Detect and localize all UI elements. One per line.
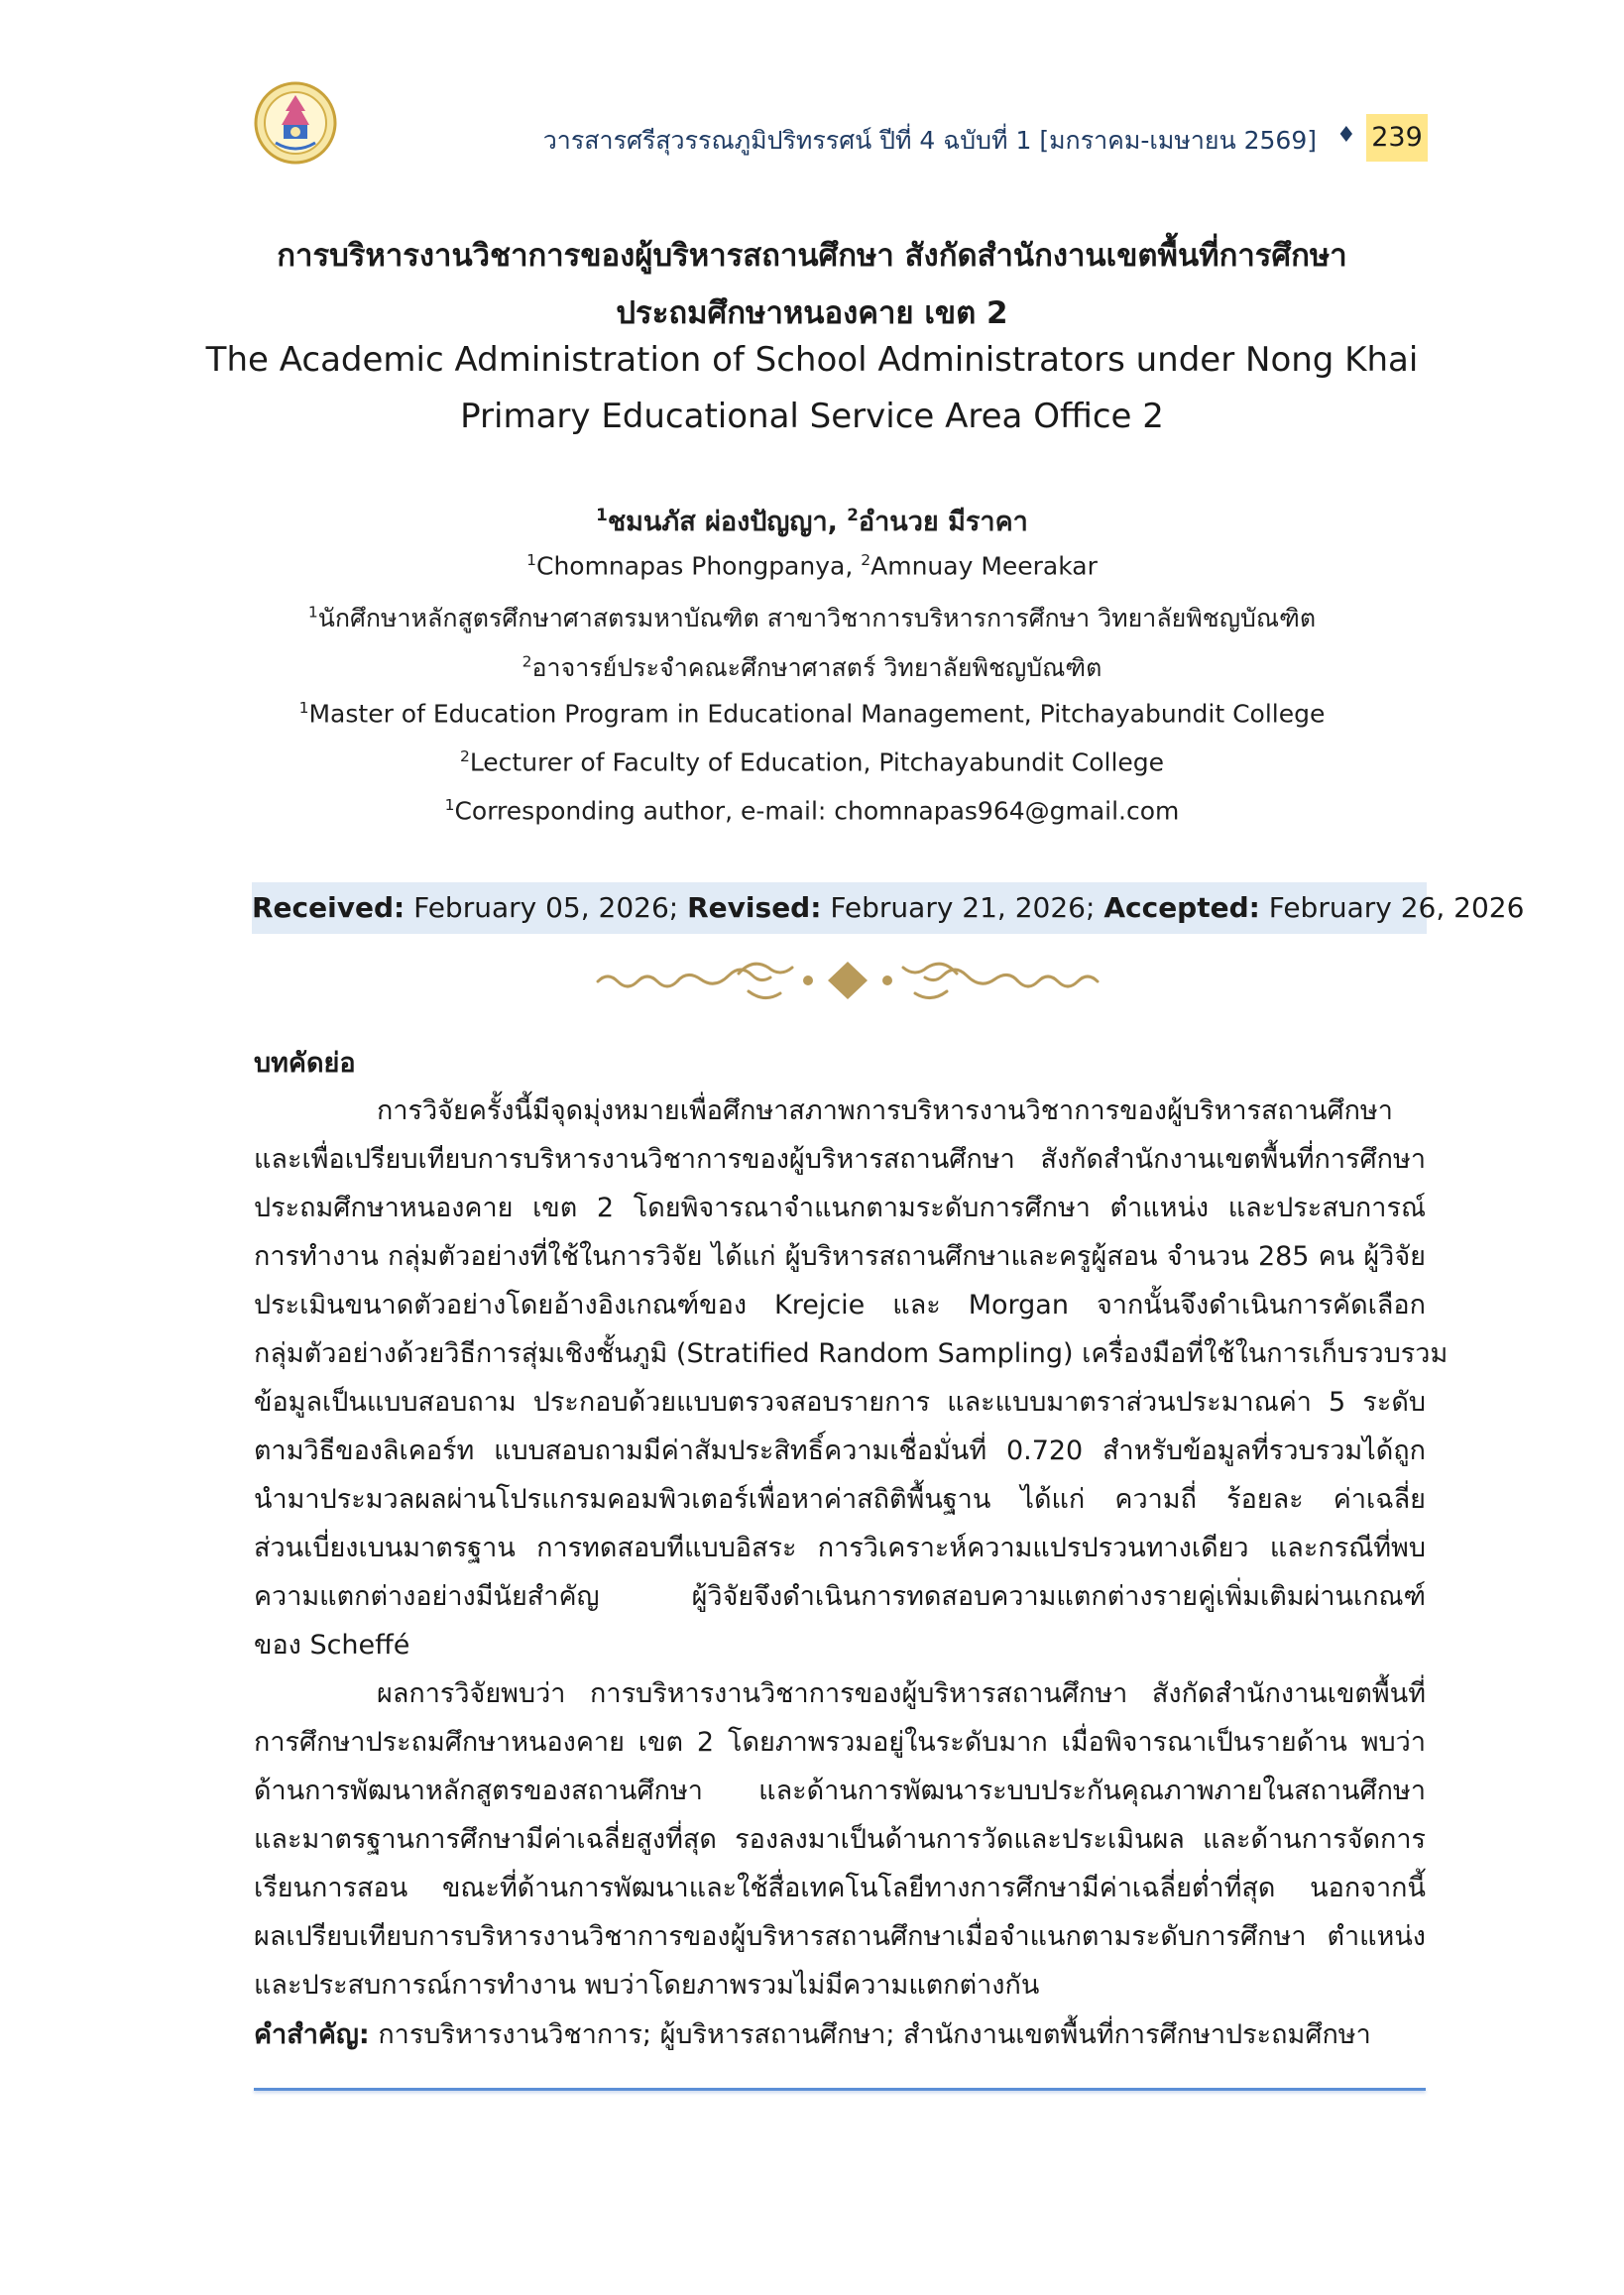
authors-thai: $^1$ชมนภัส ผ่องปัญญา, $^2$อำนวย มีราคา	[596, 505, 1028, 537]
abstract-line: และประสบการณ์การทำงาน พบว่าโดยภาพรวมไม่มีความแตกต่างกัน	[254, 1970, 1040, 2001]
abstract-line: ของ Scheffé	[254, 1630, 410, 1661]
corresponding-author: $^1$Corresponding author, e-mail: chomnapas964@gmail.com	[444, 796, 1180, 826]
abstract-line: ประถมศึกษาหนองคาย เขต 2 โดยพิจารณาจำแนกตามระดับการศึกษา ตำแหน่ง และประสบการณ์	[254, 1193, 1426, 1223]
abstract-line: ตามวิธีของลิเคอร์ท แบบสอบถามมีค่าสัมประสิทธิ์ความเชื่อมั่นที่ 0.720 สำหรับข้อมูลที่รวบรวมได้ถูก	[254, 1435, 1426, 1466]
affiliation-thai-1: $^1$นักศึกษาหลักสูตรศึกษาศาสตรมหาบัณฑิต สาขาวิชาการบริหารการศึกษา วิทยาลัยพิชญบัณฑิต	[307, 603, 1317, 632]
abstract-line: ข้อมูลเป็นแบบสอบถาม ประกอบด้วยแบบตรวจสอบรายการ และแบบมาตราส่วนประมาณค่า 5 ระดับ	[254, 1387, 1426, 1418]
abstract-line: ด้านการพัฒนาหลักสูตรของสถานศึกษา และด้านการพัฒนาระบบประกันคุณภาพภายในสถานศึกษา	[254, 1776, 1426, 1806]
floral-divider-icon	[590, 952, 1105, 1009]
title-english-line2: Primary Educational Service Area Office 2	[460, 397, 1164, 436]
divider-rule	[254, 2088, 1426, 2091]
affiliation-english-1: $^1$Master of Education Program in Educational Management, Pitchayabundit College	[298, 699, 1326, 729]
abstract-heading: บทคัดย่อ	[254, 1048, 356, 1079]
abstract-line: ผลเปรียบเทียบการบริหารงานวิชาการของผู้บริหารสถานศึกษาเมื่อจำแนกตามระดับการศึกษา ตำแหน่ง	[254, 1921, 1426, 1952]
title-thai-line2: ประถมศึกษาหนองคาย เขต 2	[616, 295, 1008, 331]
affiliation-thai-2: $^2$อาจารย์ประจำคณะศึกษาศาสตร์ วิทยาลัยพิชญบัณฑิต	[522, 652, 1102, 682]
abstract-line: นำมาประมวลผลผ่านโปรแกรมคอมพิวเตอร์เพื่อหาค่าสถิติพื้นฐาน ได้แก่ ความถี่ ร้อยละ ค่าเฉลี่ย	[254, 1484, 1426, 1515]
college-seal-icon	[254, 81, 337, 165]
abstract-line: และเพื่อเปรียบเทียบการบริหารงานวิชาการของผู้บริหารสถานศึกษา สังกัดสำนักงานเขตพื้นที่การศึกษา	[254, 1144, 1426, 1175]
abstract-line: การศึกษาประถมศึกษาหนองคาย เขต 2 โดยภาพรวมอยู่ในระดับมาก เมื่อพิจารณาเป็นรายด้าน พบว่า	[254, 1727, 1426, 1758]
journal-header: วารสารศรีสุวรรณภูมิปริทรรศน์ ปีที่ 4 ฉบับที่ 1 [มกราคม-เมษายน 2569]	[542, 126, 1317, 155]
title-english-line1: The Academic Administration of School Administrators under Nong Khai	[205, 340, 1419, 380]
abstract-line: ความแตกต่างอย่างมีนัยสำคัญ ผู้วิจัยจึงดำเนินการทดสอบความแตกต่างรายคู่เพิ่มเติมผ่านเกณฑ์	[254, 1581, 1426, 1612]
abstract-line: การวิจัยครั้งนี้มีจุดมุ่งหมายเพื่อศึกษาสภาพการบริหารงานวิชาการของผู้บริหารสถานศึกษา	[377, 1095, 1393, 1126]
abstract-line: เรียนการสอน ขณะที่ด้านการพัฒนาและใช้สื่อเทคโนโลยีทางการศึกษามีค่าเฉลี่ยต่ำที่สุด นอกจากนี้	[254, 1873, 1426, 1903]
title-thai-line1: การบริหารงานวิชาการของผู้บริหารสถานศึกษา สังกัดสำนักงานเขตพื้นที่การศึกษา	[277, 238, 1347, 274]
abstract-line: การทำงาน กลุ่มตัวอย่างที่ใช้ในการวิจัย ได้แก่ ผู้บริหารสถานศึกษาและครูผู้สอน จำนวน 285 คน ผู้วิจัย	[254, 1241, 1426, 1272]
abstract-line: กลุ่มตัวอย่างด้วยวิธีการสุ่มเชิงชั้นภูมิ (Stratified Random Sampling) เครื่องมือที่ใช้ในการเก็บรวบรวม	[254, 1338, 1449, 1369]
diamond-icon: ♦	[1336, 123, 1356, 148]
abstract-line: ผลการวิจัยพบว่า การบริหารงานวิชาการของผู้บริหารสถานศึกษา สังกัดสำนักงานเขตพื้นที่	[377, 1678, 1426, 1709]
authors-english: $^1$Chomnapas Phongpanya, $^2$Amnuay Meerakar	[526, 551, 1098, 581]
abstract-line: และมาตรฐานการศึกษามีค่าเฉลี่ยสูงที่สุด รองลงมาเป็นด้านการวัดและประเมินผล และด้านการจัดการ	[254, 1824, 1426, 1855]
abstract-line: ส่วนเบี่ยงเบนมาตรฐาน การทดสอบทีแบบอิสระ การวิเคราะห์ความแปรปรวนทางเดียว และกรณีที่พบ	[254, 1533, 1426, 1563]
affiliation-english-2: $^2$Lecturer of Faculty of Education, Pitchayabundit College	[459, 747, 1165, 777]
page-number: 239	[1366, 114, 1428, 162]
abstract-line: ประเมินขนาดตัวอย่างโดยอ้างอิงเกณฑ์ของ Krejcie และ Morgan จากนั้นจึงดำเนินการคัดเลือก	[254, 1290, 1426, 1320]
keywords: คำสำคัญ: การบริหารงานวิชาการ; ผู้บริหารสถานศึกษา; สำนักงานเขตพื้นที่การศึกษาประถมศึกษา	[254, 2019, 1371, 2050]
submission-dates: Received: February 05, 2026; Revised: February 21, 2026; Accepted: February 26, 2026	[252, 882, 1427, 934]
